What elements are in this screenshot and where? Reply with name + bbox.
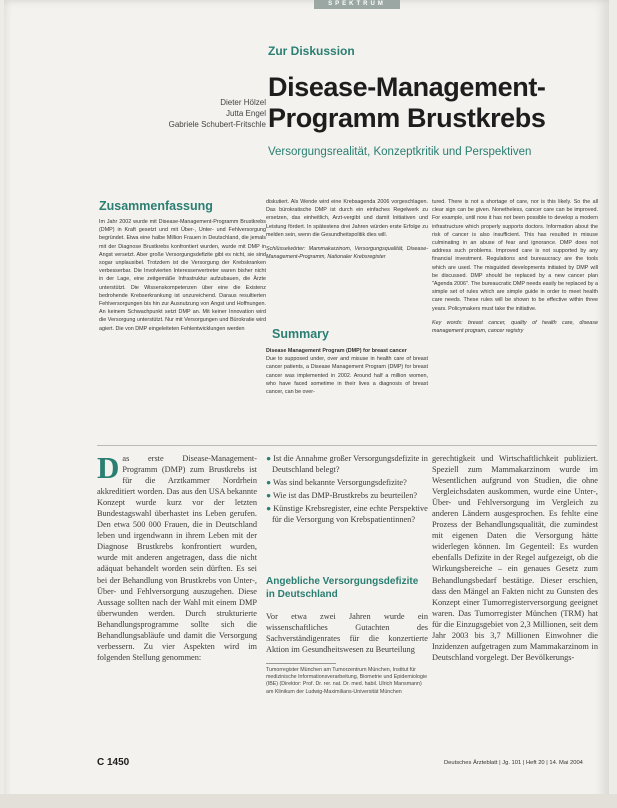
- author-affiliation-footnote: Tumorregister München am Tumorzentrum München, Institut für medizinische Informationsverarbeitung, Biometrie und Epidemiologie (IBE) (Direktor: Prof. Dr. rer. nat. Dr. med. habil. Ulrich Mansmann) am Klinikum der Ludwig-Maximilians-Universität München: [266, 667, 428, 695]
- bullet-icon: ●: [266, 454, 274, 463]
- author-list: [114, 97, 266, 130]
- abstract-heading-en: Summary: [272, 327, 329, 341]
- body-column-1: [97, 450, 257, 663]
- keywords-en: Key words: breast cancer, quality of health care, disease management program, cancer registry: [432, 319, 598, 335]
- keywords-de: Schlüsselwörter: Mammakarzinom, Versorgungsqualität, Disease-Management-Programm, Nationaler Krebsregister: [266, 246, 428, 261]
- abstract-column-2: [266, 198, 428, 261]
- author-name: Gabriele Schubert-Fritschle: [168, 120, 266, 129]
- summary-text: Due to supposed under, over and misuse in health care of breast cancer patients, a Disease Management Program (DMP) for breast cancer was implemented in 2002. Around half a million women, who have faced sometime in their lives a diagnosis of breast cancer, can be over-: [266, 356, 428, 396]
- bullet-item: ● Ist die Annahme großer Versorgungsdefizite in Deutschland belegt?: [266, 454, 428, 475]
- body-column-2: [266, 453, 428, 527]
- section-rubric: SPEKTRUM: [314, 0, 400, 9]
- summary-column-3: [432, 198, 598, 335]
- abstract-text-de: Im Jahr 2002 wurde mit Disease-Management-Programm Brustkrebs (DMP) in Kraft gesetzt und mit Über-, Unter- und Fehlversorgung begründet. Etwa eine halbe Million Frauen in Deutschland, die jemals mit der Diagnose Brustkrebs konfrontiert wurden, wurde mit DMP in Angst versetzt. Aber große Versorgungsdefizite gibt es nicht, sie sind sogar unplausibel. Trotzdem ist die Versorgung der Krebskranken verbesserbar. Die Involvierten Interessenvertreter waren bisher nicht in der Lage, eine zeitgemäße Infrastruktur aufzubauen, die Ärzte unterstützt. Die Wissenskompetenzen über eine die Existenz bedrohende Krebserkrankung ist unzureichend. Daraus resultierten Fehlversorgungen bis hin zur Ausnutzung von Angst und Hoffnungen. An keinem Schwachpunkt setzt DMP an. Mit keiner Innovation wird die Versorgung unterstützt. Nur mit Versorgungen und Bürokratie wird agiert. Die von DMP eingeleiteten Fehlentwicklungen werden: [99, 219, 266, 332]
- article-subtitle: Versorgungsrealität, Konzeptkritik und Perspektiven: [268, 146, 532, 158]
- bullet-item: ● Künstige Krebsregister, eine echte Perspektive für die Versorgung von Krebspatientinnen?: [266, 504, 428, 525]
- section-heading: Angebliche Versorgungsdefizite in Deutschland: [266, 576, 419, 600]
- bullet-icon: ●: [266, 491, 273, 501]
- bullet-item: ● Was sind bekannte Versorgungsdefizite?: [266, 478, 407, 488]
- journal-citation: Deutsches Ärzteblatt | Jg. 101 | Heft 20 | 14. Mai 2004: [444, 760, 583, 766]
- bullet-icon: ●: [266, 504, 274, 514]
- author-name: Jutta Engel: [225, 109, 266, 118]
- section-divider: [97, 445, 597, 446]
- abstract-text-de-cont: diskutiert. Als Wende wird eine Krebsagenda 2006 vorgeschlagen. Das bürokratische DMP ist durch ein einfaches Regelwerk zu ersetzen, das einheitlich, Arzt-vergibt und damit Initiativen und Leistung fördert. In spätestens drei Jahren würden erste Erfolge zu melden sein, wenn die Gesundheitspolitik dies will.: [266, 199, 428, 238]
- footnote-rule: [266, 663, 336, 664]
- bullet-icon: ●: [266, 478, 273, 488]
- scan-edge: [0, 794, 617, 808]
- bullet-item: ● Wie ist das DMP-Brustkrebs zu beurteilen?: [266, 491, 418, 501]
- article-kicker: Zur Diskussion: [268, 44, 355, 58]
- summary-column: [266, 347, 428, 396]
- abstract-heading-de: Zusammenfassung: [99, 199, 213, 213]
- article-title: Disease-Management-Programm Brustkrebs: [268, 72, 546, 133]
- summary-text-cont: tured. There is not a shortage of care, nor is this likely. So the all clear sign can be given. Nonetheless, cancer care can be improved. For example, until now it has not been possible to develop a modern infrastructure which properly supports doctors. Information about the risk of cancer is also insufficient. This has resulted in misuse culminating in an abuse of fear and ignorance. DMP does not address such problems. Improved care is not supported by any financial investment. Regulations and bureaucracy are the tools which are used. The misguided developments initiated by DMP will be discussed. DMP should be replaced by a new cancer plan "Agenda 2006". The bureaucratic DMP needs easily be replaced by a simple set of rules which are simple guide in order to meet health care needs. These rules will be shown to be effective within three years. Policymakers must take the initiative.: [432, 199, 598, 312]
- body-text: as erste Disease-Management-Programm (DMP) zum Brustkrebs ist für die Arztkammer Nordrhein akkreditiert worden. Das aus den USA bekannte Konzept wurde kurz vor der letzten Bundestagswahl überhastet ins Leben gerufen. Den etwa 500 000 Frauen, die in Deutschland leben und irgendwann in ihrem Leben mit der Diagnose Brustkrebs konfrontiert wurden, wurde mit anderen angetragen, dass die nicht adäquat behandelt worden sein dürften. Es sei bei der Behandlung von Brustkrebs von Unter-, Über- und Fehlversorgung auszugehen. Diese Aussage sollten nach der Wahl mit einem DMP überwunden werden. Durch strukturierte Behandlungsprogramme sollte sich die Behandlungsabläufe und damit die Versorgung verbessern. Zu vier Aspekten wird im folgenden Stellung genommen:: [97, 454, 257, 662]
- summary-subheading: Disease Management Program (DMP) for breast cancer: [266, 348, 407, 354]
- author-name: Dieter Hölzel: [220, 98, 266, 107]
- page-number: C 1450: [97, 757, 130, 768]
- body-column-3: gerechtigkeit und Wirtschaftlichkeit publiziert. Speziell zum Mammakarzinom wurde im Wesentlichen aufgrund von Studien, die ohne Vergleichsdaten auskommen, wurde eine Unter-, Über- und Fehlversorgung im Vergleich zu anderen Ländern ausgesprochen. Es fehlte eine Prozess der Behandlungsqualität, die zumindest mit eigenen Daten die Versorgung hätte widerlegen können. Im Gegenteil: Es wurden ebenfalls Defizite in der Regel aufgezeigt, ob die Wirkungsbereiche – ein genaues Gesetz zum Behandlungsbedarf bestätige. Dieser erschien, dass den Mängel an Fakten nicht zu Gunsten des Konzept einer Tumorregisterversorgung geeignet waren. Das Tumorregister München (TRM) hat für die Einzugsgebiet von 2,3 Millionen, seit dem Jahr 2003 bis 3,7 Millionen Einwohner die Inzidenzen aufgetragen zum Mammakarzinom in Deutschland vorgelegt. Der Bevölkerungs-: [432, 454, 598, 662]
- body-text-col2: Vor etwa zwei Jahren wurde ein wissenschaftliches Gutachten des Sachverständigenrates für die konzertierte Aktion im Gesundheitswesen zu Beurteilung: [266, 612, 428, 655]
- drop-cap: D: [97, 450, 120, 485]
- journal-page: [4, 0, 609, 808]
